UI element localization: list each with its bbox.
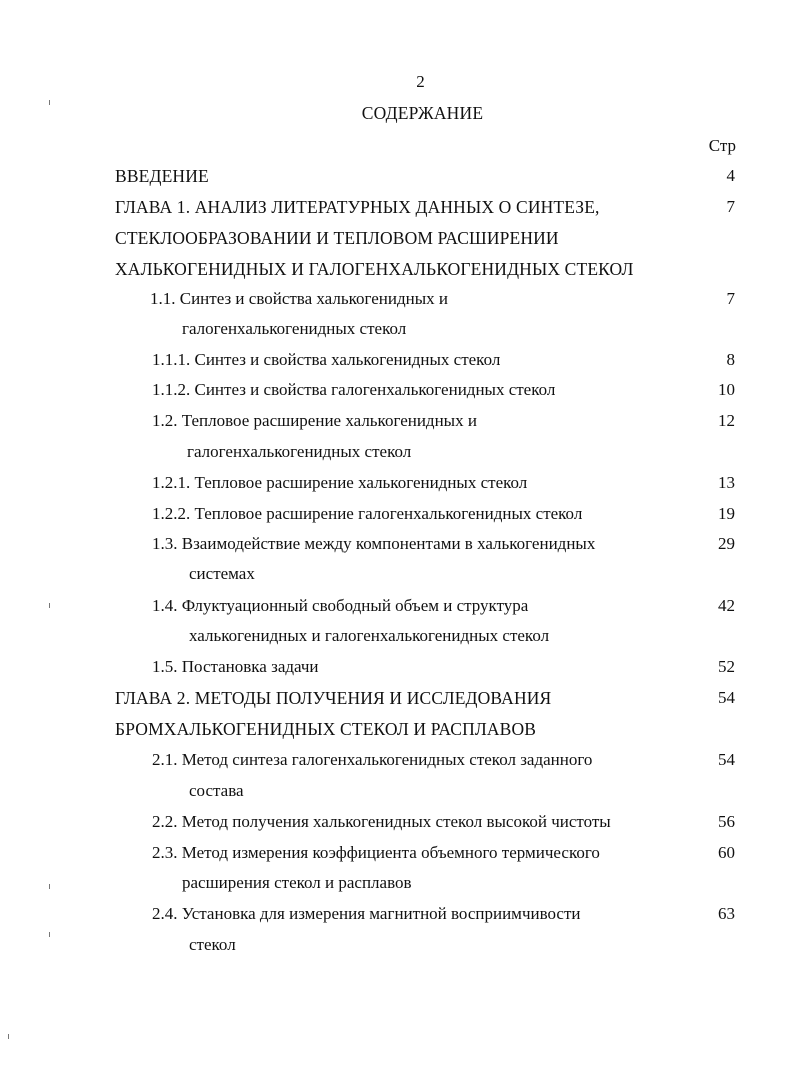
toc-page-number: 12: [718, 411, 735, 430]
toc-entry-2-4-line-2: стекол: [189, 935, 236, 954]
toc-entry-2-1-line-2: состава: [189, 781, 244, 800]
toc-entry-1-5: 1.5. Постановка задачи: [152, 657, 319, 676]
scan-mark: [8, 1034, 9, 1039]
toc-entry-2-3: 2.3. Метод измерения коэффициента объемного термического: [152, 843, 600, 862]
toc-page-number: 7: [726, 289, 735, 308]
toc-page-number: 42: [718, 596, 735, 615]
toc-entry-chapter-2: ГЛАВА 2. МЕТОДЫ ПОЛУЧЕНИЯ И ИССЛЕДОВАНИЯ: [115, 688, 552, 708]
toc-page-number: 29: [718, 534, 735, 553]
toc-entry-1-1-line-2: галогенхалькогенидных стекол: [182, 319, 407, 338]
page-title: СОДЕРЖАНИЕ: [361, 103, 484, 123]
toc-entry-1-4-line-2: халькогенидных и галогенхалькогенидных стекол: [189, 626, 550, 645]
toc-page-number: 19: [718, 504, 735, 523]
toc-page-number: 7: [726, 197, 735, 216]
toc-entry-2-3-line-2: расширения стекол и расплавов: [182, 873, 412, 892]
toc-page-number: 8: [726, 350, 735, 369]
toc-page-number: 56: [718, 812, 735, 831]
toc-entry-1-2-1: 1.2.1. Тепловое расширение халькогенидных стекол: [152, 473, 528, 492]
toc-page-number: 52: [718, 657, 735, 676]
toc-page-number: 63: [718, 904, 735, 923]
toc-entry-chapter-1-line-3: ХАЛЬКОГЕНИДНЫХ И ГАЛОГЕНХАЛЬКОГЕНИДНЫХ СТЕКОЛ: [115, 259, 634, 279]
scan-mark: [49, 884, 50, 889]
toc-entry-intro: ВВЕДЕНИЕ: [115, 166, 209, 186]
scan-mark: [49, 100, 50, 105]
toc-page-number: 54: [718, 688, 735, 707]
toc-page-number: 54: [718, 750, 735, 769]
toc-page-number: 13: [718, 473, 735, 492]
toc-entry-1-4: 1.4. Флуктуационный свободный объем и структура: [152, 596, 529, 615]
toc-entry-1-3: 1.3. Взаимодействие между компонентами в халькогенидных: [152, 534, 596, 553]
toc-entry-1-2-2: 1.2.2. Тепловое расширение галогенхалькогенидных стекол: [152, 504, 583, 523]
toc-entry-chapter-1-line-2: СТЕКЛООБРАЗОВАНИИ И ТЕПЛОВОМ РАСШИРЕНИИ: [115, 228, 559, 248]
toc-page-number: 4: [726, 166, 735, 185]
toc-entry-2-4: 2.4. Установка для измерения магнитной восприимчивости: [152, 904, 581, 923]
toc-entry-chapter-1: ГЛАВА 1. АНАЛИЗ ЛИТЕРАТУРНЫХ ДАННЫХ О СИНТЕЗЕ,: [115, 197, 600, 217]
toc-entry-1-1: 1.1. Синтез и свойства халькогенидных и: [150, 289, 449, 308]
toc-entry-1-1-2: 1.1.2. Синтез и свойства галогенхалькогенидных стекол: [152, 380, 556, 399]
scan-mark: [49, 932, 50, 937]
page-column-label: Стр: [708, 136, 736, 155]
toc-entry-2-1: 2.1. Метод синтеза галогенхалькогенидных стекол заданного: [152, 750, 593, 769]
toc-entry-chapter-2-line-2: БРОМХАЛЬКОГЕНИДНЫХ СТЕКОЛ И РАСПЛАВОВ: [115, 719, 537, 739]
toc-entry-2-2: 2.2. Метод получения халькогенидных стекол высокой чистоты: [152, 812, 611, 831]
toc-entry-1-2-line-2: галогенхалькогенидных стекол: [187, 442, 412, 461]
scan-mark: [49, 603, 50, 608]
toc-entry-1-1-1: 1.1.1. Синтез и свойства халькогенидных стекол: [152, 350, 501, 369]
toc-page-number: 60: [718, 843, 735, 862]
toc-entry-1-2: 1.2. Тепловое расширение халькогенидных и: [152, 411, 477, 430]
page-number: 2: [416, 72, 425, 91]
toc-page-number: 10: [718, 380, 735, 399]
toc-entry-1-3-line-2: системах: [189, 564, 255, 583]
